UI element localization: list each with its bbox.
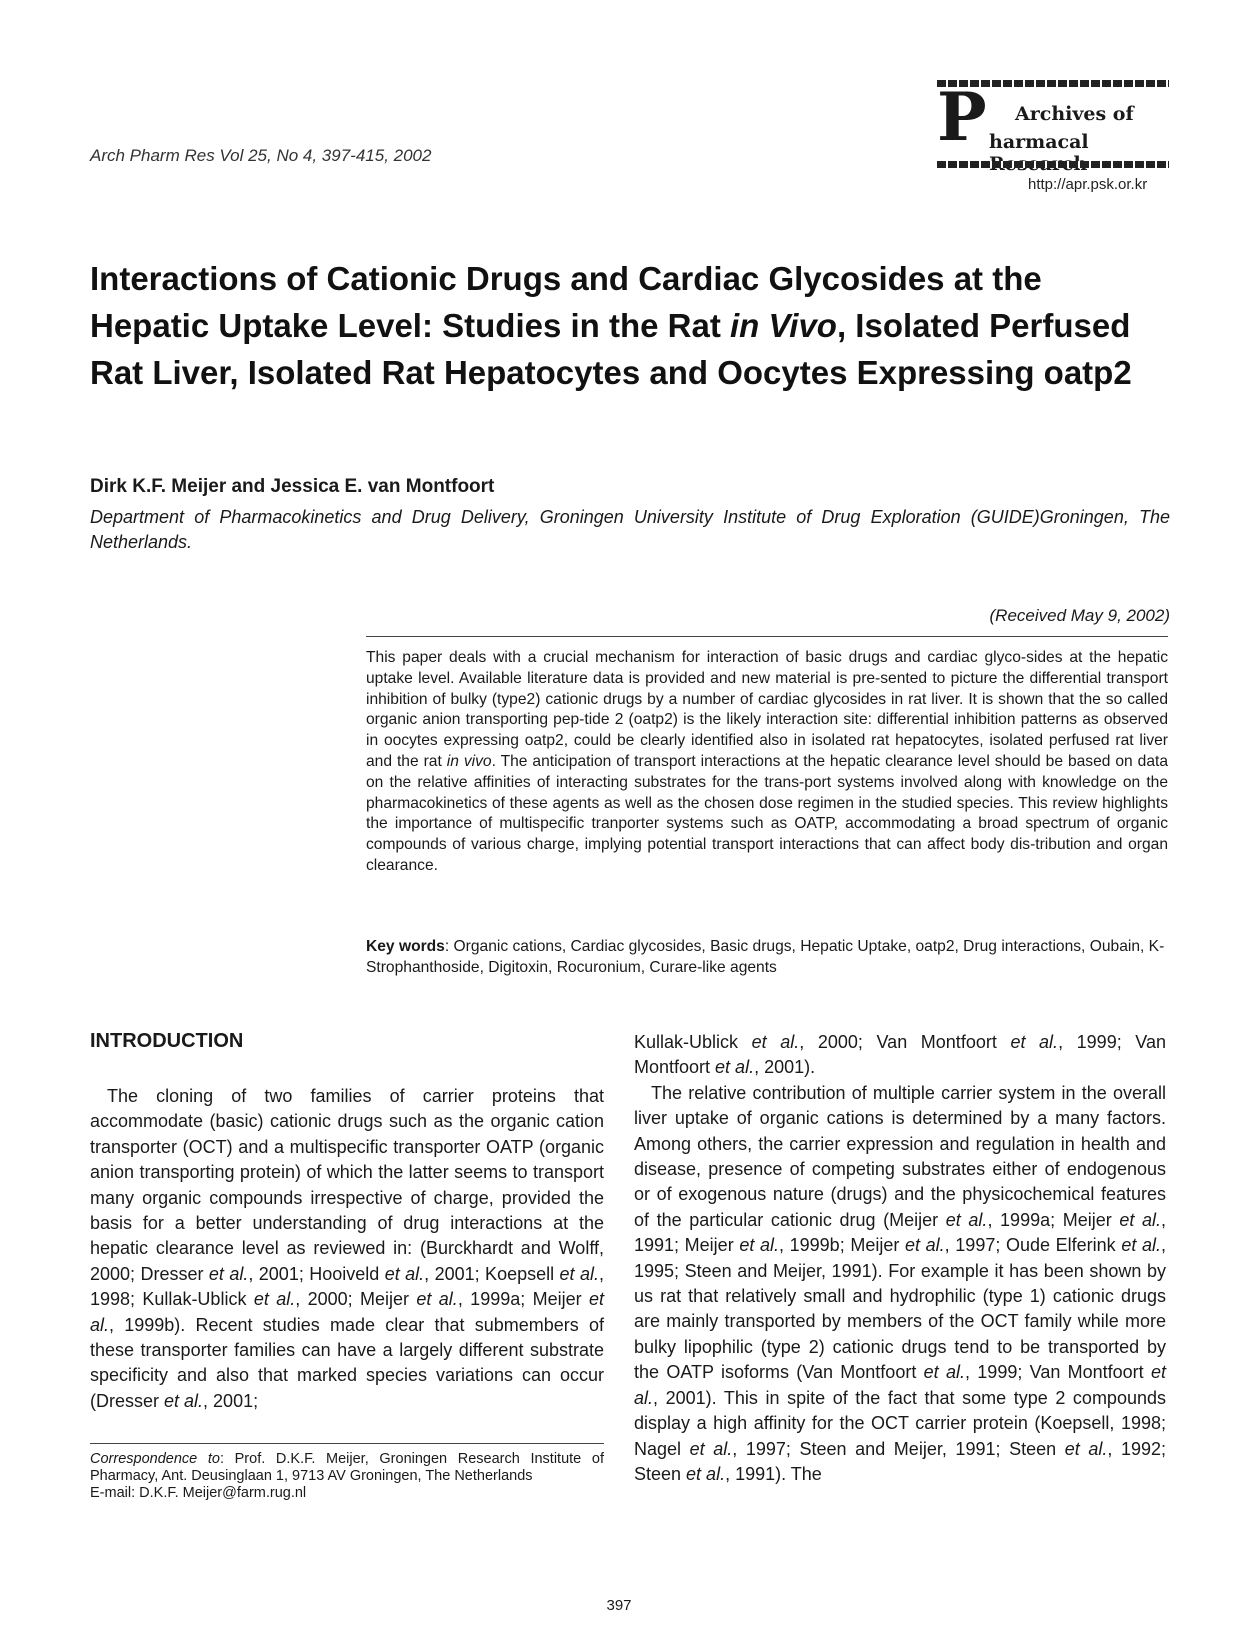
- logo-letter: P: [937, 78, 987, 156]
- right-paragraph-2: The relative contribution of multiple carrier system in the overall liver uptake of organic cations is determined by a many factors. Among others, the carrier expression and regulation in health and disease, presence of competing substrates either of endogenous or of exogenous nature (drugs) and the physicochemical features of the particular cationic drug (Meijer et al., 1999a; Meijer et al., 1991; Meijer et al., 1999b; Meijer et al., 1997; Oude Elferink et al., 1995; Steen and Meijer, 1991). For example it has been shown by us rat that relatively small and hydrophilic (type 1) cationic drugs are mainly transported by members of the OCT family while more bulky lipophilic (type 2) cationic drugs tend to be transported by the OATP isoforms (Van Montfoort et al., 1999; Van Montfoort et al., 2001). This in spite of the fact that some type 2 compounds display a high affinity for the OCT carrier protein (Koepsell, 1998; Nagel et al., 1997; Steen and Meijer, 1991; Steen et al., 1992; Steen et al., 1991). The: [634, 1082, 1167, 1484]
- abstract-top-rule: [366, 636, 1168, 637]
- body-right-column: [634, 1030, 1166, 1487]
- affiliation: Department of Pharmacokinetics and Drug Delivery, Groningen University Institute of Drug Exploration (GUIDE)Groningen, The Netherlands.: [90, 507, 1170, 552]
- logo-bottom-bar: [937, 161, 1169, 168]
- body-left-column: The cloning of two families of carrier proteins that accommodate (basic) cationic drugs such as the organic cation transporter (OCT) and a multispecific transporter OATP (organic anion transporting protein) of which the latter seems to transport many organic compounds irrespective of charge, provided the basis for a better understanding of drug interactions at the hepatic clearance level as reviewed in: (Burckhardt and Wolff, 2000; Dresser et al., 2001; Hooiveld et al., 2001; Koepsell et al., 1998; Kullak-Ublick et al., 2000; Meijer et al., 1999a; Meijer et al., 1999b). Recent studies made clear that submembers of these transporter families can have a largely different substrate specificity and also that marked species variations can occur (Dresser et al., 2001;: [90, 1086, 605, 1411]
- logo-title-line1: Archives of: [1015, 103, 1134, 125]
- journal-logo: [937, 78, 1169, 193]
- correspondence-email[interactable]: E-mail: D.K.F. Meijer@farm.rug.nl: [90, 1485, 307, 1501]
- authors: Dirk K.F. Meijer and Jessica E. van Montfoort: [90, 476, 495, 497]
- received-date: (Received May 9, 2002): [989, 606, 1170, 625]
- keywords: Key words: Organic cations, Cardiac glycosides, Basic drugs, Hepatic Uptake, oatp2, Drug interactions, Oubain, K-Strophanthoside, Digitoxin, Rocuronium, Curare-like agents: [366, 938, 1165, 976]
- abstract: This paper deals with a crucial mechanism for interaction of basic drugs and cardiac glyco-sides at the hepatic uptake level. Available literature data is provided and new material is pre-sented to picture the differential transport inhibition of bulky (type2) cationic drugs by a number of cardiac glycosides in rat liver. It is shown that the so called organic anion transporting pep-tide 2 (oatp2) is the likely interaction site: differential inhibition patterns as observed in oocytes expressing oatp2, could be clearly identified also in isolated rat hepatocytes, isolated perfused rat liver and the rat in vivo. The anticipation of transport interactions at the hepatic clearance level should be based on data on the relative affinities of interacting substrates for the trans-port systems involved along with knowledge on the pharmacokinetics of these agents as well as the chosen dose regimen in the studied species. This review highlights the importance of multispecific tranporter systems such as OATP, accommodating a broad spectrum of organic compounds of various charge, implying potential transport interactions that can affect body dis-tribution and organ clearance.: [366, 649, 1169, 874]
- paper-title: Interactions of Cationic Drugs and Cardiac Glycosides at the Hepatic Uptake Level: Studies in the Rat in Vivo, Isolated Perfused Rat Liver, Isolated Rat Hepatocytes and Oocytes Expressing oatp2: [90, 260, 1132, 391]
- section-heading-introduction: INTRODUCTION: [90, 1030, 244, 1052]
- right-paragraph-continued: Kullak-Ublick et al., 2000; Van Montfoort et al., 1999; Van Montfoort et al., 2001).: [634, 1032, 1166, 1078]
- footnote-rule: [90, 1443, 604, 1444]
- correspondence-footnote: Correspondence to: Prof. D.K.F. Meijer, Groningen Research Institute of Pharmacy, Ant. Deusinglaan 1, 9713 AV Groningen, The Netherlands E-mail: D.K.F. Meijer@farm.rug.nl: [90, 1451, 604, 1501]
- page-number: 397: [606, 1597, 632, 1614]
- logo-title-line2: harmacal: [989, 131, 1089, 153]
- journal-reference: Arch Pharm Res Vol 25, No 4, 397-415, 2002: [90, 146, 432, 165]
- journal-url[interactable]: http://apr.psk.or.kr: [1028, 176, 1148, 193]
